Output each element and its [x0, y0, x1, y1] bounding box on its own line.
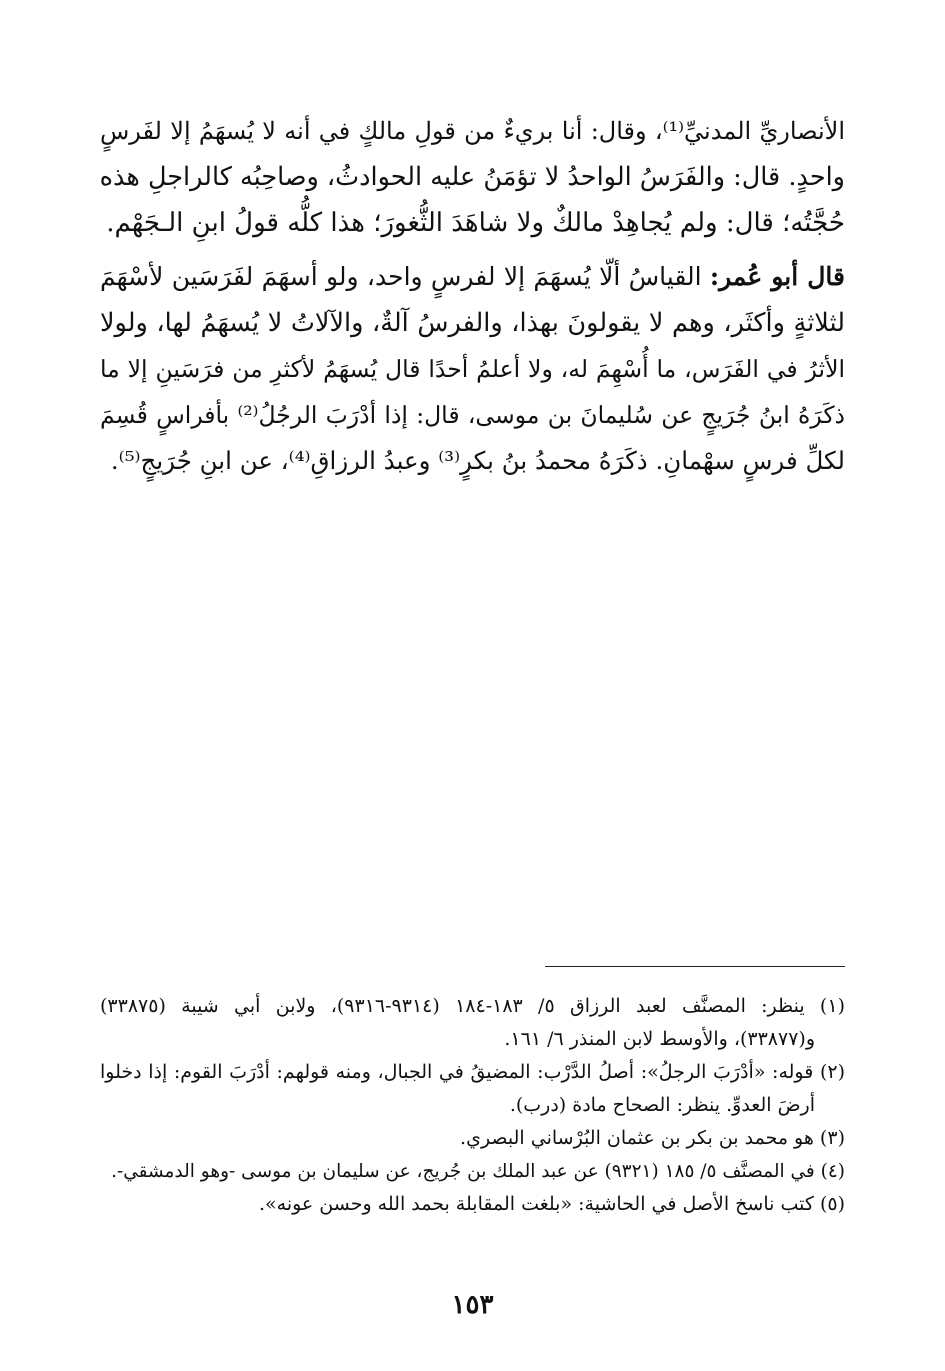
footnote-line: أرضَ العدوِّ. ينظر: الصحاح مادة (درب).	[509, 1094, 815, 1116]
text-line: لثلاثةٍ وأكثَر، وهم لا يقولونَ بهذا، والفرسُ آلةٌ، والآلاتُ لا يُسهَمُ لها، ولولا	[100, 308, 845, 338]
footnote-2	[100, 1056, 845, 1122]
text-line: الأثرُ في الفَرَس، ما أُسْهِمَ له، ولا أعلمُ أحدًا قال يُسهَمُ لأكثرِ من فرَسَينِ إلا ما	[100, 355, 845, 383]
text-line	[100, 254, 845, 300]
footnote-line: (٥) كتب ناسخ الأصل في الحاشية: «بلغت المقابلة بحمد الله وحسن عونه».	[258, 1193, 845, 1215]
footnote-line: و(٣٣٨٧٧)، والأوسط لابن المنذر ٦/ ١٦١.	[504, 1028, 815, 1050]
footnotes	[100, 990, 845, 1221]
main-text	[100, 108, 845, 492]
paragraph-2	[100, 254, 845, 484]
text-line: لكلِّ فرسٍ سهْمانِ. ذكَرَهُ محمدُ بنُ بكرٍ⁽³⁾ وعبدُ الرزاقِ⁽⁴⁾، عن ابنِ جُرَيجٍ⁽⁵⁾.	[110, 446, 845, 475]
footnote-line: (٢) قوله: «أدْرَبَ الرجلُ»: أصلُ الدَّرْب: المضيقُ في الجبال، ومنه قولهم: أدْرَبَ القوم: إذا دخلوا	[100, 1061, 845, 1083]
text-line: الأنصاريِّ المدنيِّ⁽¹⁾، وقال: أنا بريءٌ من قولِ مالكٍ في أنه لا يُسهَمُ إلا لفَرسٍ	[100, 117, 846, 145]
footnote-1	[100, 990, 845, 1056]
text-line: واحدٍ. قال: والفَرَسُ الواحدُ لا تؤمَنُ عليه الحوادثُ، وصاحِبُه كالراجلِ هذه	[99, 162, 845, 192]
paragraph-1	[100, 108, 845, 246]
text-line: حُجَّتُه؛ قال: ولم يُجاهِدْ مالكٌ ولا شاهَدَ الثُّغورَ؛ هذا كلُّه قولُ ابنِ الـجَهْم.	[106, 208, 845, 238]
footnote-3	[100, 1122, 845, 1155]
footnote-line: (٣) هو محمد بن بكر بن عثمان البُرْساني البصري.	[460, 1127, 845, 1149]
footnote-separator	[545, 966, 845, 967]
footnote-line: (١) ينظر: المصنَّف لعبد الرزاق ٥/ ١٨٣-١٨٤ (٩٣١٤-٩٣١٦)، ولابن أبي شيبة (٣٣٨٧٥)	[100, 995, 845, 1017]
text-fragment: القياسُ ألّا يُسهَمَ إلا لفرسٍ واحد، ولو أسهَمَ لفَرَسَين لأسْهَمَ	[100, 262, 702, 291]
footnote-line: (٤) في المصنَّف ٥/ ١٨٥ (٩٣٢١) عن عبد الملك بن جُريج، عن سليمان بن موسى -وهو الدمشقي-.	[111, 1161, 845, 1182]
page-number: ١٥٣	[451, 1290, 494, 1320]
footnote-4	[100, 1155, 845, 1188]
speaker-label: قال أبو عُمر:	[709, 262, 845, 291]
footnote-5	[100, 1188, 845, 1221]
text-line: ذكَرَهُ ابنُ جُرَيجٍ عن سُليمانَ بن موسى، قال: إذا أدْرَبَ الرجُلُ⁽²⁾ بأفراسٍ قُسِمَ	[100, 401, 845, 429]
